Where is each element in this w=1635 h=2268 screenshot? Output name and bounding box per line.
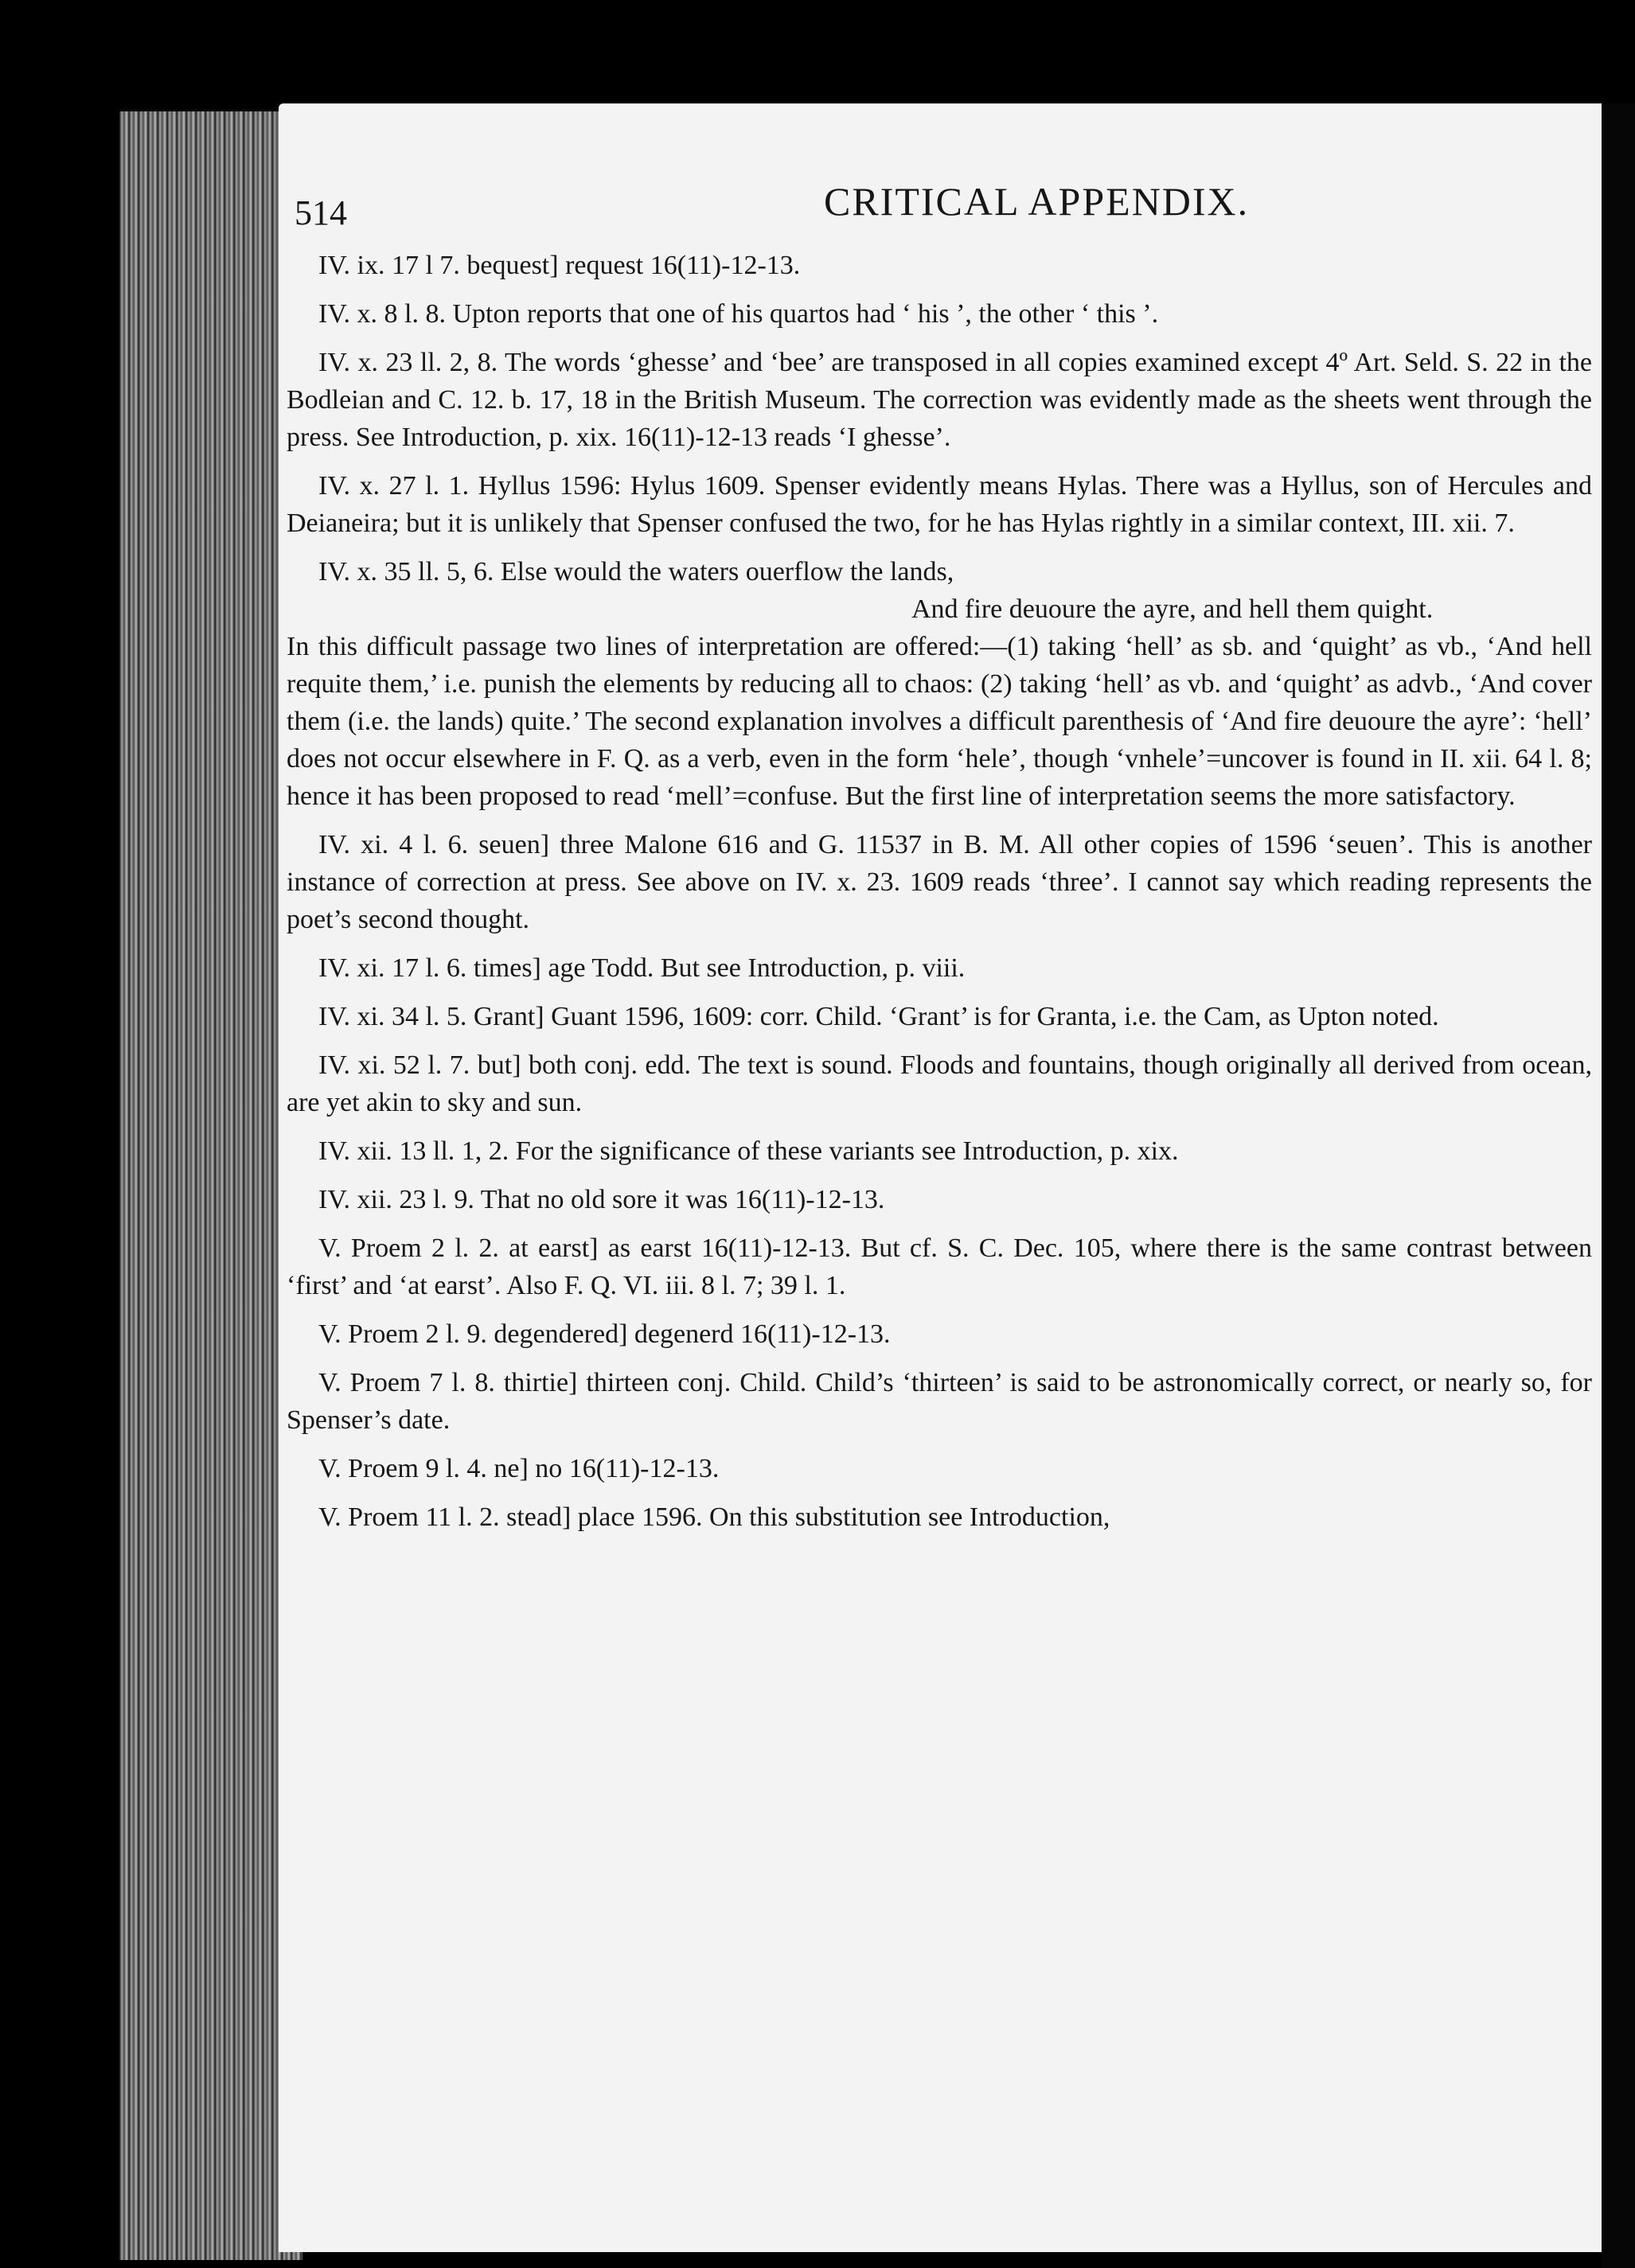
note-entry: IV. xi. 4 l. 6. seuen] three Malone 616 and G. 11537 in B. M. All other copies of 1596 ‘seuen’. This is another instance of correction at press. See above on IV. x. 23. 1609 reads ‘three’. I cannot say which reading represents the poet’s second thought. [287, 830, 1592, 934]
page-text [287, 179, 1592, 1547]
book-page-edges [119, 111, 302, 2260]
note-entry: IV. xii. 23 l. 9. That no old sore it was 16(11)-12-13. [318, 1185, 885, 1214]
page-header [287, 179, 1592, 247]
note-entry: IV. xii. 13 ll. 1, 2. For the significance of these variants see Introduction, p. xix. [318, 1136, 1179, 1166]
page-title: CRITICAL APPENDIX. [824, 179, 1250, 224]
note-entry: IV. x. 8 l. 8. Upton reports that one of his quartos had ‘ his ’, the other ‘ this ’. [318, 299, 1159, 329]
note-entry: IV. x. 27 l. 1. Hyllus 1596: Hylus 1609. Spenser evidently means Hylas. There was a Hyllus, son of Hercules and Deianeira; but it is unlikely that Spenser confused the two, for he has Hylas rightly in a similar context, III. xii. 7. [287, 471, 1592, 538]
note-entry: IV. xi. 52 l. 7. but] both conj. edd. The text is sound. Floods and fountains, though originally all derived from ocean, are yet akin to sky and sun. [287, 1050, 1592, 1117]
note-entry: V. Proem 2 l. 2. at earst] as earst 16(11)-12-13. But cf. S. C. Dec. 105, where there is the same contrast between ‘first’ and ‘at earst’. Also F. Q. VI. iii. 8 l. 7; 39 l. 1. [287, 1233, 1592, 1300]
verse-line-2: And fire deuoure the ayre, and hell them quight. [911, 594, 1434, 624]
note-entry: V. Proem 2 l. 9. degendered] degenerd 16(11)-12-13. [318, 1319, 891, 1349]
note-entry: IV. xi. 17 l. 6. times] age Todd. But see Introduction, p. viii. [318, 953, 966, 983]
note-entry: V. Proem 9 l. 4. ne] no 16(11)-12-13. [318, 1454, 720, 1483]
scan-border [1602, 103, 1635, 2268]
note-entry: IV. x. 23 ll. 2, 8. The words ‘ghesse’ and ‘bee’ are transposed in all copies examined except 4º Art. Seld. S. 22 in the Bodleian and C. 12. b. 17, 18 in the British Museum. The correction was evidently made as the sheets went through the press. See Introduction, p. xix. 16(11)-12-13 reads ‘I ghesse’. [287, 348, 1592, 452]
verse-quotation [287, 553, 1592, 628]
note-entry: IV. ix. 17 l 7. bequest] request 16(11)-12-13. [318, 251, 801, 280]
note-entry: In this difficult passage two lines of interpretation are offered:—(1) taking ‘hell’ as sb. and ‘quight’ as vb., ‘And hell requite them,’ i.e. punish the elements by reducing all to chaos: (2) taking ‘hell’ as vb. and ‘quight’ as advb., ‘And cover them (i.e. the lands) quite.’ The second explanation involves a difficult parenthesis of ‘And fire deuoure the ayre’: ‘hell’ does not occur elsewhere in F. Q. as a verb, even in the form ‘hele’, though ‘vnhele’=uncover is found in II. xii. 64 l. 8; hence it has been proposed to read ‘mell’=confuse. But the first line of interpretation seems the more satisfactory. [287, 632, 1592, 811]
verse-line-1: IV. x. 35 ll. 5, 6. Else would the waters ouerflow the lands, [318, 557, 954, 586]
note-entry: IV. xi. 34 l. 5. Grant] Guant 1596, 1609: corr. Child. ‘Grant’ is for Granta, i.e. the Cam, as Upton noted. [318, 1002, 1439, 1031]
note-entry: V. Proem 7 l. 8. thirtie] thirteen conj. Child. Child’s ‘thirteen’ is said to be astronomically correct, or nearly so, for Spenser’s date. [287, 1368, 1592, 1435]
page-number: 514 [295, 193, 347, 232]
note-entry: V. Proem 11 l. 2. stead] place 1596. On this substitution see Introduction, [318, 1502, 1110, 1532]
